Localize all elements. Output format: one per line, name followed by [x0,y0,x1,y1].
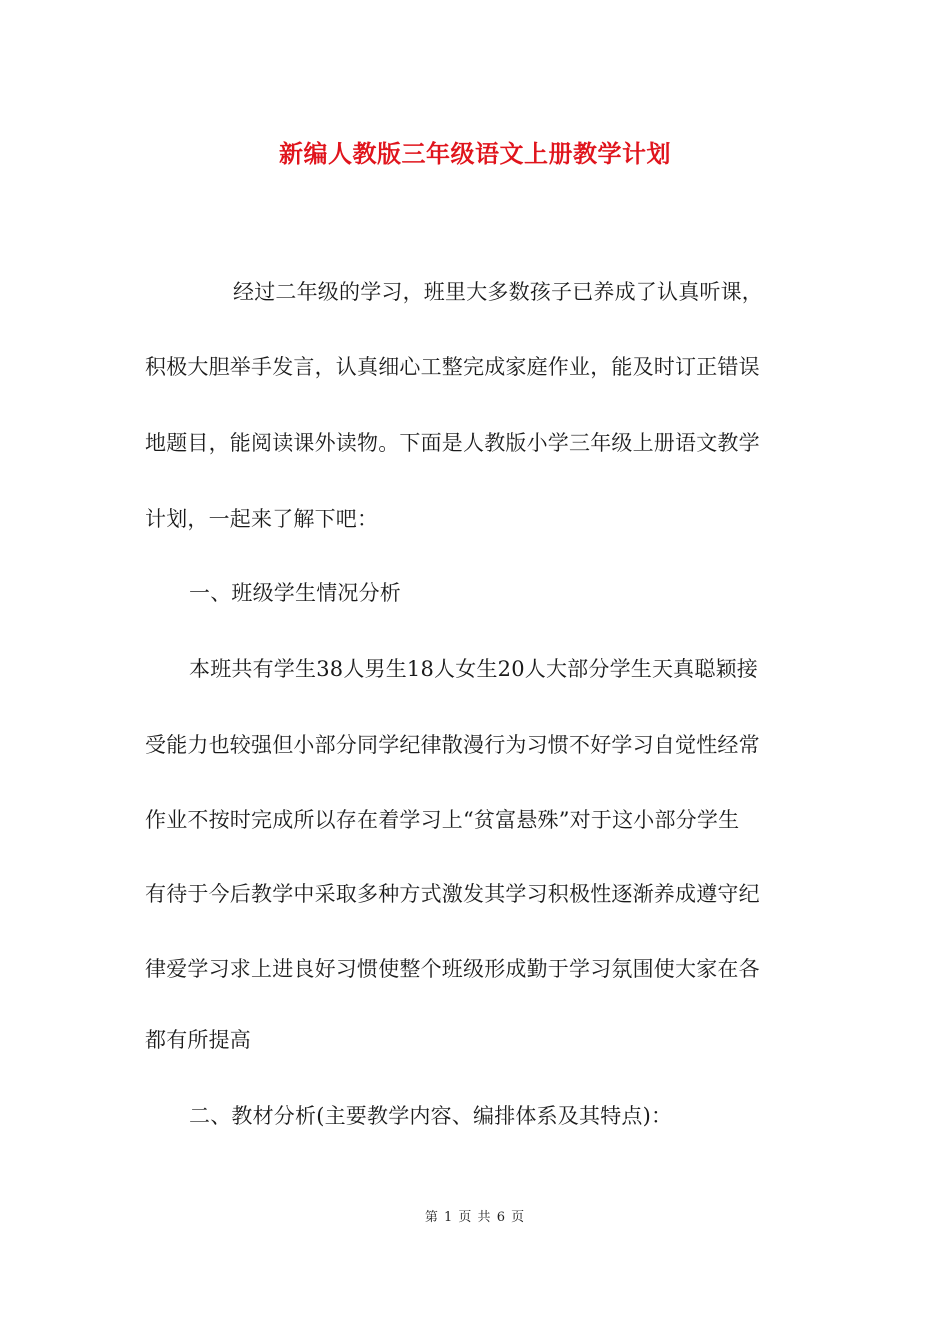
paragraph-line: 作业不按时完成所以存在着学习上“贫富悬殊”对于这小部分学生 [145,808,740,832]
section-heading: 二、教材分析(主要教学内容、编排体系及其特点)： [189,1104,673,1128]
paragraph-line: 律爱学习求上进良好习惯使整个班级形成勤于学习氛围使大家在各 [145,957,760,981]
paragraph-line: 计划，一起来了解下吧： [145,507,379,531]
footer-prefix: 第 [424,1210,439,1225]
footer-mid: 页 共 [458,1210,492,1225]
paragraph-line: 积极大胆举手发言，认真细心工整完成家庭作业，能及时订正错误 [145,355,760,379]
footer-total-pages: 6 [496,1210,506,1225]
paragraph-line: 本班共有学生38人男生18人女生20人大部分学生天真聪颖接 [189,657,758,681]
paragraph-line: 受能力也较强但小部分同学纪律散漫行为习惯不好学习自觉性经常 [145,733,760,757]
paragraph-line: 有待于今后教学中采取多种方式激发其学习积极性逐渐养成遵守纪 [145,882,760,906]
page-footer [0,1208,950,1228]
footer-current-page: 1 [444,1210,454,1225]
footer-suffix: 页 [511,1210,526,1225]
paragraph-line: 地题目，能阅读课外读物。下面是人教版小学三年级上册语文教学 [145,431,760,455]
section-heading: 一、班级学生情况分析 [189,581,401,605]
document-title: 新编人教版三年级语文上册教学计划 [279,139,671,168]
paragraph-line: 都有所提高 [145,1028,251,1052]
paragraph-line: 经过二年级的学习，班里大多数孩子已养成了认真听课， [233,280,763,304]
